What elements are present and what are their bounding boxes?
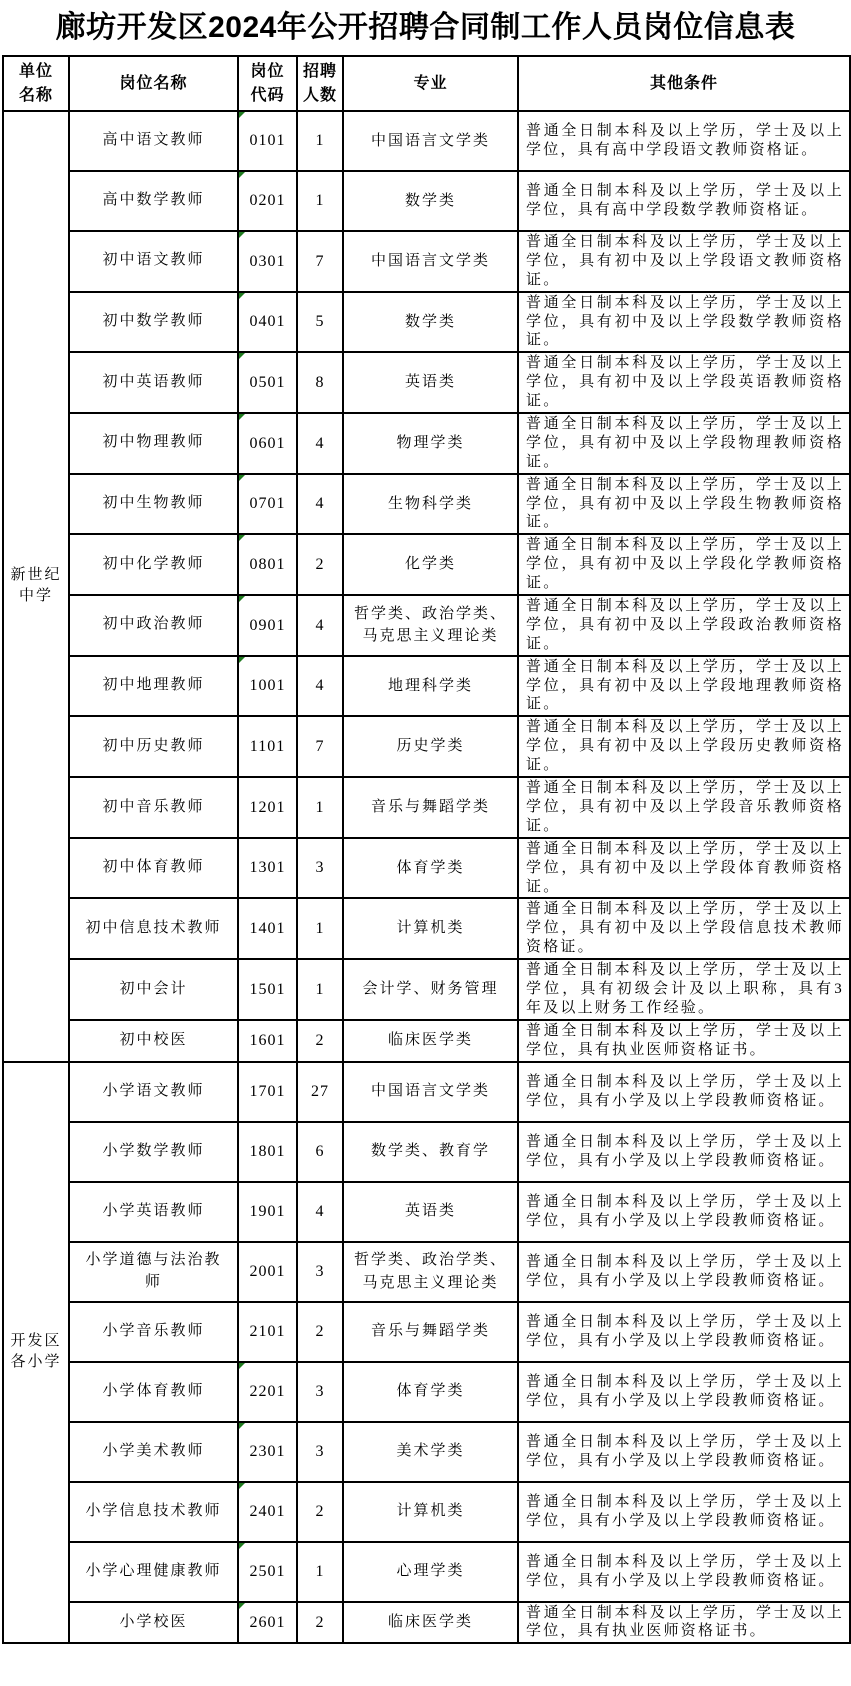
- recruit-count-cell: 4: [297, 595, 343, 656]
- recruit-count-cell: 3: [297, 838, 343, 899]
- other-conditions-cell: 普通全日制本科及以上学历，学士及以上学位，具有初中及以上学段物理教师资格证。: [518, 413, 850, 474]
- recruit-count-cell: 7: [297, 716, 343, 777]
- position-code-cell: 0801: [238, 534, 297, 595]
- excel-flag-triangle-icon: [239, 1363, 245, 1369]
- col-header-recruit-count: 招聘人数: [297, 56, 343, 111]
- major-cell: 音乐与舞蹈学类: [343, 777, 518, 838]
- excel-flag-triangle-icon: [239, 1603, 245, 1609]
- major-cell: 中国语言文学类: [343, 111, 518, 171]
- other-conditions-cell: 普通全日制本科及以上学历，学士及以上学位，具有小学及以上学段教师资格证。: [518, 1182, 850, 1242]
- position-name-cell: 初中地理教师: [69, 656, 238, 717]
- recruit-count-cell: 4: [297, 1182, 343, 1242]
- position-name-cell: 小学音乐教师: [69, 1302, 238, 1362]
- table-row: [3, 534, 850, 595]
- position-code-cell: 0501: [238, 352, 297, 413]
- major-cell: 物理学类: [343, 413, 518, 474]
- recruit-count-cell: 27: [297, 1062, 343, 1122]
- table-row: [3, 1020, 850, 1062]
- unit-name-cell: 开发区各小学: [3, 1062, 69, 1644]
- recruit-count-cell: 1: [297, 898, 343, 959]
- position-code-cell: 1901: [238, 1182, 297, 1242]
- position-code-cell: 0601: [238, 413, 297, 474]
- table-body: [3, 111, 850, 1643]
- other-conditions-cell: 普通全日制本科及以上学历，学士及以上学位，具有高中学段数学教师资格证。: [518, 171, 850, 231]
- recruit-count-cell: 1: [297, 959, 343, 1020]
- position-name-cell: 初中物理教师: [69, 413, 238, 474]
- position-name-cell: 初中数学教师: [69, 292, 238, 353]
- other-conditions-cell: 普通全日制本科及以上学历，学士及以上学位，具有小学及以上学段教师资格证。: [518, 1302, 850, 1362]
- major-cell: 英语类: [343, 1182, 518, 1242]
- major-cell: 数学类: [343, 292, 518, 353]
- other-conditions-cell: 普通全日制本科及以上学历，学士及以上学位，具有初中及以上学段历史教师资格证。: [518, 716, 850, 777]
- major-cell: 体育学类: [343, 1362, 518, 1422]
- table-row: [3, 595, 850, 656]
- excel-flag-triangle-icon: [239, 172, 245, 178]
- major-cell: 临床医学类: [343, 1020, 518, 1062]
- table-row: [3, 1122, 850, 1182]
- other-conditions-cell: 普通全日制本科及以上学历，学士及以上学位，具有执业医师资格证书。: [518, 1602, 850, 1644]
- recruit-count-cell: 1: [297, 1542, 343, 1602]
- table-header-row: [3, 56, 850, 111]
- major-cell: 中国语言文学类: [343, 231, 518, 292]
- recruit-count-cell: 2: [297, 1302, 343, 1362]
- major-cell: 计算机类: [343, 1482, 518, 1542]
- position-name-cell: 小学美术教师: [69, 1422, 238, 1482]
- recruit-count-cell: 3: [297, 1422, 343, 1482]
- position-name-cell: 初中体育教师: [69, 838, 238, 899]
- recruit-count-cell: 1: [297, 171, 343, 231]
- position-name-cell: 初中历史教师: [69, 716, 238, 777]
- other-conditions-cell: 普通全日制本科及以上学历，学士及以上学位，具有初中及以上学段政治教师资格证。: [518, 595, 850, 656]
- recruit-count-cell: 4: [297, 474, 343, 535]
- position-name-cell: 高中语文教师: [69, 111, 238, 171]
- other-conditions-cell: 普通全日制本科及以上学历，学士及以上学位，具有初中及以上学段化学教师资格证。: [518, 534, 850, 595]
- major-cell: 历史学类: [343, 716, 518, 777]
- recruit-count-cell: 2: [297, 1020, 343, 1062]
- other-conditions-cell: 普通全日制本科及以上学历，学士及以上学位，具有初中及以上学段信息技术教师资格证。: [518, 898, 850, 959]
- position-name-cell: 初中语文教师: [69, 231, 238, 292]
- excel-flag-triangle-icon: [239, 1423, 245, 1429]
- position-code-cell: 1001: [238, 656, 297, 717]
- position-code-cell: 0901: [238, 595, 297, 656]
- unit-name-cell: 新世纪中学: [3, 111, 69, 1062]
- position-name-cell: 初中生物教师: [69, 474, 238, 535]
- position-name-cell: 初中政治教师: [69, 595, 238, 656]
- position-code-cell: 1601: [238, 1020, 297, 1062]
- excel-flag-triangle-icon: [239, 232, 245, 238]
- position-code-cell: 2001: [238, 1242, 297, 1302]
- other-conditions-cell: 普通全日制本科及以上学历，学士及以上学位，具有小学及以上学段教师资格证。: [518, 1542, 850, 1602]
- other-conditions-cell: 普通全日制本科及以上学历，学士及以上学位，具有初级会计及以上职称，具有3年及以上财务工作经验。: [518, 959, 850, 1020]
- position-code-cell: 1101: [238, 716, 297, 777]
- position-name-cell: 小学体育教师: [69, 1362, 238, 1422]
- major-cell: 体育学类: [343, 838, 518, 899]
- position-name-cell: 小学信息技术教师: [69, 1482, 238, 1542]
- other-conditions-cell: 普通全日制本科及以上学历，学士及以上学位，具有初中及以上学段音乐教师资格证。: [518, 777, 850, 838]
- position-name-cell: 初中音乐教师: [69, 777, 238, 838]
- table-row: [3, 1062, 850, 1122]
- position-code-cell: 2201: [238, 1362, 297, 1422]
- excel-flag-triangle-icon: [239, 1483, 245, 1489]
- table-row: [3, 1482, 850, 1542]
- excel-flag-triangle-icon: [239, 657, 245, 663]
- recruit-count-cell: 2: [297, 1482, 343, 1542]
- position-code-cell: 2501: [238, 1542, 297, 1602]
- other-conditions-cell: 普通全日制本科及以上学历，学士及以上学位，具有初中及以上学段英语教师资格证。: [518, 352, 850, 413]
- other-conditions-cell: 普通全日制本科及以上学历，学士及以上学位，具有初中及以上学段生物教师资格证。: [518, 474, 850, 535]
- other-conditions-cell: 普通全日制本科及以上学历，学士及以上学位，具有小学及以上学段教师资格证。: [518, 1122, 850, 1182]
- table-row: [3, 1602, 850, 1644]
- table-row: [3, 413, 850, 474]
- position-name-cell: 高中数学教师: [69, 171, 238, 231]
- table-row: [3, 231, 850, 292]
- recruit-count-cell: 6: [297, 1122, 343, 1182]
- major-cell: 哲学类、政治学类、马克思主义理论类: [343, 1242, 518, 1302]
- other-conditions-cell: 普通全日制本科及以上学历，学士及以上学位，具有小学及以上学段教师资格证。: [518, 1482, 850, 1542]
- job-positions-table: [2, 55, 851, 1644]
- table-row: [3, 716, 850, 777]
- excel-flag-triangle-icon: [239, 414, 245, 420]
- position-code-cell: 1201: [238, 777, 297, 838]
- major-cell: 数学类: [343, 171, 518, 231]
- other-conditions-cell: 普通全日制本科及以上学历，学士及以上学位，具有初中及以上学段体育教师资格证。: [518, 838, 850, 899]
- position-code-cell: 2101: [238, 1302, 297, 1362]
- position-code-cell: 0301: [238, 231, 297, 292]
- recruit-count-cell: 3: [297, 1362, 343, 1422]
- table-row: [3, 1362, 850, 1422]
- col-header-position-code: 岗位代码: [238, 56, 297, 111]
- major-cell: 数学类、教育学: [343, 1122, 518, 1182]
- table-row: [3, 1542, 850, 1602]
- major-cell: 生物科学类: [343, 474, 518, 535]
- recruit-count-cell: 1: [297, 111, 343, 171]
- excel-flag-triangle-icon: [239, 353, 245, 359]
- major-cell: 英语类: [343, 352, 518, 413]
- table-row: [3, 656, 850, 717]
- position-code-cell: 2401: [238, 1482, 297, 1542]
- position-code-cell: 1701: [238, 1062, 297, 1122]
- table-row: [3, 171, 850, 231]
- position-name-cell: 小学心理健康教师: [69, 1542, 238, 1602]
- excel-flag-triangle-icon: [239, 596, 245, 602]
- table-row: [3, 111, 850, 171]
- other-conditions-cell: 普通全日制本科及以上学历，学士及以上学位，具有初中及以上学段数学教师资格证。: [518, 292, 850, 353]
- position-name-cell: 初中化学教师: [69, 534, 238, 595]
- table-row: [3, 1302, 850, 1362]
- position-name-cell: 初中信息技术教师: [69, 898, 238, 959]
- table-row: [3, 1242, 850, 1302]
- other-conditions-cell: 普通全日制本科及以上学历，学士及以上学位，具有小学及以上学段教师资格证。: [518, 1422, 850, 1482]
- recruit-count-cell: 4: [297, 656, 343, 717]
- table-row: [3, 777, 850, 838]
- major-cell: 哲学类、政治学类、马克思主义理论类: [343, 595, 518, 656]
- major-cell: 化学类: [343, 534, 518, 595]
- major-cell: 中国语言文学类: [343, 1062, 518, 1122]
- excel-flag-triangle-icon: [239, 112, 245, 118]
- position-name-cell: 初中英语教师: [69, 352, 238, 413]
- other-conditions-cell: 普通全日制本科及以上学历，学士及以上学位，具有小学及以上学段教师资格证。: [518, 1362, 850, 1422]
- major-cell: 美术学类: [343, 1422, 518, 1482]
- col-header-unit-name: 单位名称: [3, 56, 69, 111]
- recruit-count-cell: 1: [297, 777, 343, 838]
- page-title: 廊坊开发区2024年公开招聘合同制工作人员岗位信息表: [55, 11, 796, 44]
- other-conditions-cell: 普通全日制本科及以上学历，学士及以上学位，具有小学及以上学段教师资格证。: [518, 1062, 850, 1122]
- position-code-cell: 0101: [238, 111, 297, 171]
- excel-flag-triangle-icon: [239, 535, 245, 541]
- position-code-cell: 0201: [238, 171, 297, 231]
- other-conditions-cell: 普通全日制本科及以上学历，学士及以上学位，具有高中学段语文教师资格证。: [518, 111, 850, 171]
- major-cell: 心理学类: [343, 1542, 518, 1602]
- position-name-cell: 初中会计: [69, 959, 238, 1020]
- excel-flag-triangle-icon: [239, 1543, 245, 1549]
- recruit-count-cell: 8: [297, 352, 343, 413]
- recruit-count-cell: 2: [297, 1602, 343, 1644]
- position-code-cell: 1401: [238, 898, 297, 959]
- major-cell: 音乐与舞蹈学类: [343, 1302, 518, 1362]
- table-row: [3, 474, 850, 535]
- position-code-cell: 2601: [238, 1602, 297, 1644]
- table-row: [3, 352, 850, 413]
- position-code-cell: 1801: [238, 1122, 297, 1182]
- major-cell: 会计学、财务管理: [343, 959, 518, 1020]
- position-code-cell: 0701: [238, 474, 297, 535]
- other-conditions-cell: 普通全日制本科及以上学历，学士及以上学位，具有初中及以上学段语文教师资格证。: [518, 231, 850, 292]
- recruit-count-cell: 5: [297, 292, 343, 353]
- major-cell: 计算机类: [343, 898, 518, 959]
- position-name-cell: 小学语文教师: [69, 1062, 238, 1122]
- recruit-count-cell: 7: [297, 231, 343, 292]
- position-name-cell: 小学道德与法治教师: [69, 1242, 238, 1302]
- excel-flag-triangle-icon: [239, 475, 245, 481]
- col-header-position-name: 岗位名称: [69, 56, 238, 111]
- excel-flag-triangle-icon: [239, 293, 245, 299]
- position-code-cell: 0401: [238, 292, 297, 353]
- table-row: [3, 898, 850, 959]
- col-header-other-conditions: 其他条件: [518, 56, 850, 111]
- other-conditions-cell: 普通全日制本科及以上学历，学士及以上学位，具有小学及以上学段教师资格证。: [518, 1242, 850, 1302]
- table-row: [3, 1182, 850, 1242]
- table-row: [3, 292, 850, 353]
- recruit-count-cell: 4: [297, 413, 343, 474]
- table-row: [3, 1422, 850, 1482]
- recruit-count-cell: 2: [297, 534, 343, 595]
- other-conditions-cell: 普通全日制本科及以上学历，学士及以上学位，具有初中及以上学段地理教师资格证。: [518, 656, 850, 717]
- table-row: [3, 838, 850, 899]
- position-name-cell: 初中校医: [69, 1020, 238, 1062]
- position-code-cell: 1301: [238, 838, 297, 899]
- other-conditions-cell: 普通全日制本科及以上学历，学士及以上学位，具有执业医师资格证书。: [518, 1020, 850, 1062]
- major-cell: 地理科学类: [343, 656, 518, 717]
- position-code-cell: 1501: [238, 959, 297, 1020]
- table-row: [3, 959, 850, 1020]
- position-name-cell: 小学校医: [69, 1602, 238, 1644]
- recruit-count-cell: 3: [297, 1242, 343, 1302]
- major-cell: 临床医学类: [343, 1602, 518, 1644]
- col-header-major: 专业: [343, 56, 518, 111]
- position-name-cell: 小学数学教师: [69, 1122, 238, 1182]
- position-name-cell: 小学英语教师: [69, 1182, 238, 1242]
- position-code-cell: 2301: [238, 1422, 297, 1482]
